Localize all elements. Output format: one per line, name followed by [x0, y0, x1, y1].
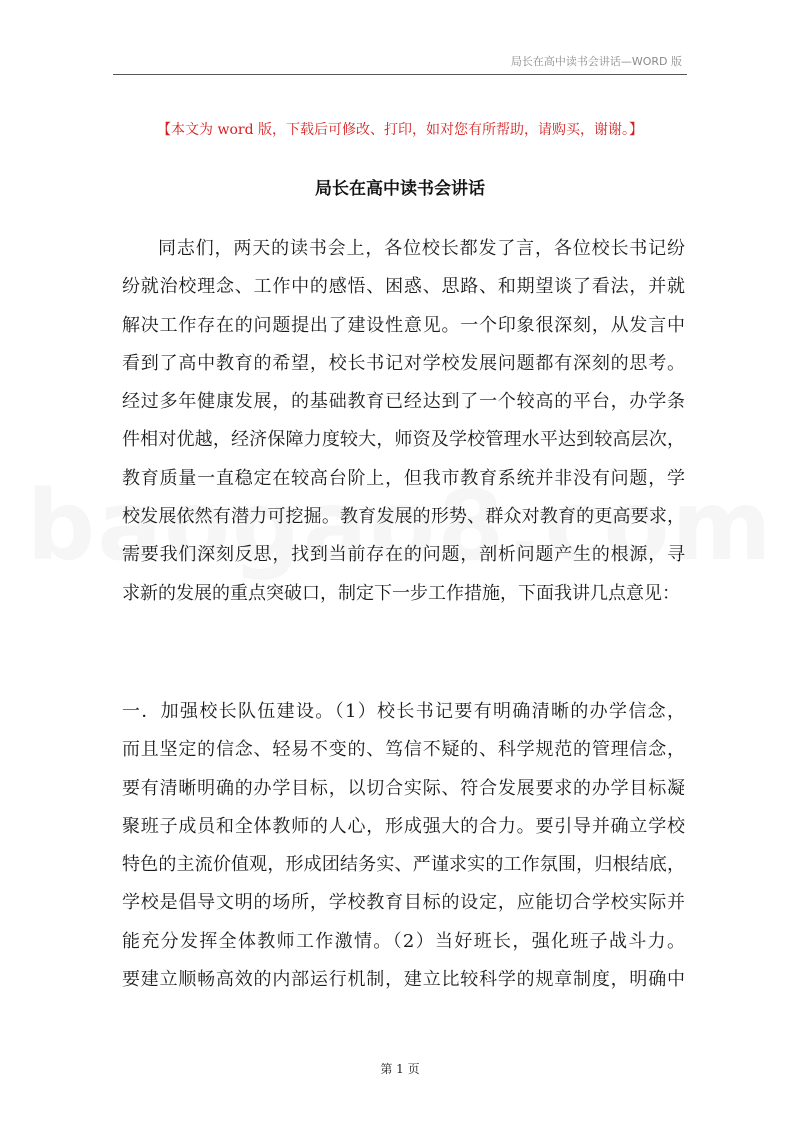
text-line: 要建立顺畅高效的内部运行机制，建立比较科学的规章制度，明确中: [122, 969, 685, 991]
text-line: 校发展依然有潜力可挖掘。教育发展的形势、群众对教育的更高要求，: [122, 506, 685, 528]
paragraph-intro: [122, 230, 685, 613]
text-line: 学校是倡导文明的场所，学校教育目标的设定，应能切合学校实际并: [122, 892, 685, 914]
header-divider: [113, 74, 687, 75]
text-line: 看到了高中教育的希望，校长书记对学校发展问题都有深刻的思考。: [122, 352, 685, 374]
text-line: 教育质量一直稳定在较高台阶上，但我市教育系统并非没有问题，学: [122, 467, 685, 489]
text-line: 件相对优越，经济保障力度较大，师资及学校管理水平达到较高层次，: [122, 429, 685, 451]
text-line: 求新的发展的重点突破口，制定下一步工作措施，下面我讲几点意见：: [122, 582, 680, 604]
text-line: 聚班子成员和全体教师的人心，形成强大的合力。要引导并确立学校: [122, 815, 685, 837]
text-line: 解决工作存在的问题提出了建设性意见。一个印象很深刻，从发言中: [122, 314, 685, 336]
running-header: 局长在高中读书会讲话—WORD 版: [510, 55, 682, 68]
text-line: 同志们，两天的读书会上，各位校长都发了言，各位校长书记纷: [158, 238, 685, 259]
download-notice: 【本文为 word 版，下载后可修改、打印，如对您有所帮助，请购买，谢谢。】: [157, 122, 643, 138]
text-line: 能充分发挥全体教师工作激情。（2）当好班长，强化班子战斗力。: [122, 930, 685, 952]
text-line: 需要我们深刻反思，找到当前存在的问题，剖析问题产生的根源，寻: [122, 544, 685, 566]
text-line: 纷就治校理念、工作中的感悟、困惑、思路、和期望谈了看法，并就: [122, 276, 685, 298]
text-line: 而且坚定的信念、轻易不变的、笃信不疑的、科学规范的管理信念，: [122, 739, 685, 761]
text-line: 要有清晰明确的办学目标，以切合实际、符合发展要求的办学目标凝: [122, 777, 685, 799]
page-number: 第 1 页: [380, 1062, 420, 1076]
paragraph-section-1: [122, 693, 685, 999]
text-line: 一．加强校长队伍建设。（1）校长书记要有明确清晰的办学信念，: [122, 701, 685, 722]
document-title: 局长在高中读书会讲话: [315, 179, 485, 199]
text-line: 特色的主流价值观，形成团结务实、严谨求实的工作氛围，归根结底，: [122, 854, 685, 876]
text-line: 经过多年健康发展，的基础教育已经达到了一个较高的平台，办学条: [122, 391, 685, 413]
